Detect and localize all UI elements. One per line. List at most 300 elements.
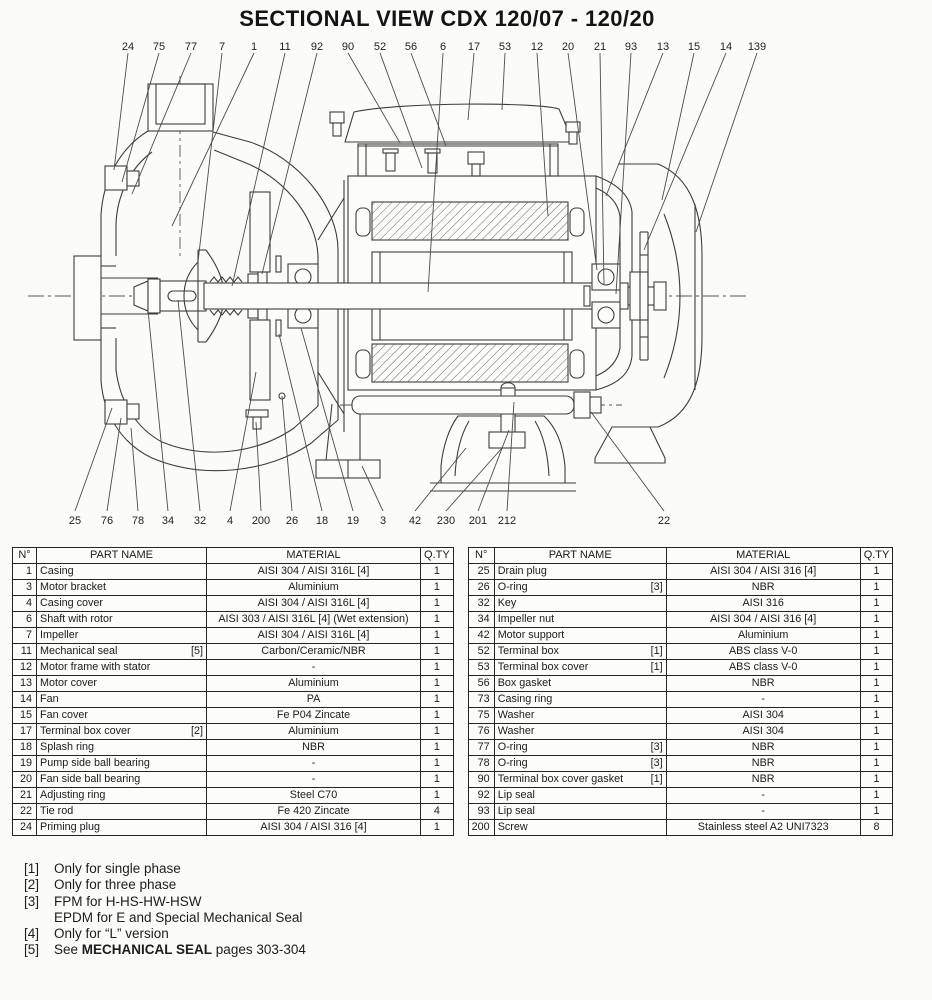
part-number: 11 <box>13 644 37 660</box>
part-number: 32 <box>468 596 494 612</box>
part-name-text: Fan <box>40 692 59 705</box>
part-footnote-ref: [3] <box>650 740 663 753</box>
footnote-row <box>24 910 306 926</box>
part-number: 78 <box>468 756 494 772</box>
leader-line <box>606 53 663 196</box>
footnote-row <box>24 926 306 942</box>
part-row <box>13 740 454 756</box>
part-name-text: O-ring <box>497 756 528 769</box>
part-material: - <box>666 692 860 708</box>
callout-number: 76 <box>100 515 114 527</box>
part-name <box>494 628 666 644</box>
part-qty: 1 <box>421 756 454 772</box>
part-number: 26 <box>468 580 494 596</box>
part-number: 20 <box>13 772 37 788</box>
part-number: 24 <box>13 820 37 836</box>
part-material: - <box>207 756 421 772</box>
part-qty: 1 <box>421 660 454 676</box>
tie-rod <box>352 392 601 418</box>
casing-screw <box>246 410 268 417</box>
callout-number: 24 <box>121 41 135 53</box>
part-name <box>494 676 666 692</box>
footnote-text: EPDM for E and Special Mechanical Seal <box>54 909 303 925</box>
part-number: 52 <box>468 644 494 660</box>
part-material: AISI 304 / AISI 316 [4] <box>207 820 421 836</box>
part-row <box>468 724 893 740</box>
callout-number: 22 <box>657 515 671 527</box>
part-row <box>13 564 454 580</box>
part-name-text: Lip seal <box>497 788 535 801</box>
part-name <box>494 772 666 788</box>
callout-number: 92 <box>310 41 324 53</box>
part-qty: 1 <box>421 788 454 804</box>
part-name <box>494 788 666 804</box>
part-row <box>13 612 454 628</box>
part-qty: 1 <box>860 644 893 660</box>
part-number: 15 <box>13 708 37 724</box>
part-row <box>13 596 454 612</box>
part-number: 53 <box>468 660 494 676</box>
callout-number: 139 <box>747 41 767 53</box>
part-name <box>37 596 207 612</box>
footnote-row <box>24 942 306 958</box>
part-qty: 1 <box>860 580 893 596</box>
part-name <box>37 644 207 660</box>
leader-line <box>301 328 353 511</box>
part-row <box>13 692 454 708</box>
part-qty: 1 <box>421 772 454 788</box>
part-qty: 1 <box>860 708 893 724</box>
part-row <box>468 772 893 788</box>
part-number: 73 <box>468 692 494 708</box>
part-name <box>37 660 207 676</box>
part-row <box>13 708 454 724</box>
part-qty: 1 <box>421 740 454 756</box>
leader-line <box>644 53 726 250</box>
callout-number: 90 <box>341 41 355 53</box>
leader-line <box>114 53 128 170</box>
leader-line <box>131 428 138 511</box>
footnote-ref: [5] <box>24 942 40 958</box>
part-material: AISI 304 / AISI 316L [4] <box>207 596 421 612</box>
part-name-text: Key <box>497 596 517 609</box>
callout-number: 212 <box>497 515 517 527</box>
part-name-text: Motor frame with stator <box>40 660 151 673</box>
callout-number: 3 <box>379 515 387 527</box>
part-name-text: Casing ring <box>497 692 553 705</box>
col-header-number: N° <box>468 548 494 564</box>
callout-number: 77 <box>184 41 198 53</box>
part-name-text: Drain plug <box>497 564 547 577</box>
part-name-text: Motor bracket <box>40 580 107 593</box>
part-material: - <box>666 788 860 804</box>
part-qty: 1 <box>860 564 893 580</box>
footnote-text: Only for single phase <box>54 861 181 876</box>
callout-number: 18 <box>315 515 329 527</box>
part-name <box>37 676 207 692</box>
part-name <box>37 804 207 820</box>
part-row <box>13 772 454 788</box>
leader-line <box>232 53 285 286</box>
leader-line <box>502 53 505 110</box>
part-name <box>494 612 666 628</box>
part-name <box>37 756 207 772</box>
part-qty: 1 <box>421 644 454 660</box>
part-number: 13 <box>13 676 37 692</box>
part-qty: 1 <box>860 660 893 676</box>
fan <box>630 232 648 360</box>
part-row <box>468 788 893 804</box>
part-name <box>37 580 207 596</box>
part-name-text: Screw <box>497 820 528 833</box>
part-footnote-ref: [5] <box>190 644 203 657</box>
part-name-text: Priming plug <box>40 820 101 833</box>
part-name <box>37 820 207 836</box>
part-material: AISI 304 <box>666 708 860 724</box>
part-material: - <box>207 772 421 788</box>
part-number: 7 <box>13 628 37 644</box>
part-material: Steel C70 <box>207 788 421 804</box>
part-number: 42 <box>468 628 494 644</box>
delivery-port <box>148 84 213 131</box>
part-row <box>13 724 454 740</box>
callout-number: 26 <box>285 515 299 527</box>
part-qty: 1 <box>421 708 454 724</box>
part-name <box>494 564 666 580</box>
part-name <box>494 724 666 740</box>
pump-drawing <box>28 76 748 491</box>
part-name-text: Impeller <box>40 628 79 641</box>
part-name <box>37 708 207 724</box>
part-qty: 1 <box>860 804 893 820</box>
part-qty: 1 <box>860 676 893 692</box>
part-number: 76 <box>468 724 494 740</box>
callout-number: 78 <box>131 515 145 527</box>
part-material: NBR <box>207 740 421 756</box>
part-material: Aluminium <box>207 676 421 692</box>
callout-number: 201 <box>468 515 488 527</box>
part-number: 14 <box>13 692 37 708</box>
part-name-text: Fan side ball bearing <box>40 772 141 785</box>
part-qty: 1 <box>421 724 454 740</box>
callout-number: 17 <box>467 41 481 53</box>
col-header-number: N° <box>13 548 37 564</box>
part-row <box>13 756 454 772</box>
part-number: 12 <box>13 660 37 676</box>
col-header-qty: Q.TY <box>860 548 893 564</box>
part-material: Aluminium <box>207 580 421 596</box>
part-name-text: Splash ring <box>40 740 95 753</box>
part-qty: 1 <box>860 596 893 612</box>
part-name-text: Fan cover <box>40 708 89 721</box>
part-qty: 1 <box>860 628 893 644</box>
part-number: 77 <box>468 740 494 756</box>
part-number: 200 <box>468 820 494 836</box>
part-material: NBR <box>666 772 860 788</box>
part-material: AISI 304 <box>666 724 860 740</box>
part-row <box>468 756 893 772</box>
callout-number: 13 <box>656 41 670 53</box>
part-name <box>494 820 666 836</box>
part-name <box>494 740 666 756</box>
part-material: Aluminium <box>666 628 860 644</box>
part-material: NBR <box>666 756 860 772</box>
callout-number: 32 <box>193 515 207 527</box>
callout-number: 200 <box>251 515 271 527</box>
leader-line <box>696 53 757 232</box>
part-qty: 1 <box>860 756 893 772</box>
part-number: 56 <box>468 676 494 692</box>
part-qty: 1 <box>860 612 893 628</box>
part-name <box>494 580 666 596</box>
callout-number: 6 <box>439 41 447 53</box>
part-qty: 1 <box>421 628 454 644</box>
leader-line <box>75 408 112 511</box>
part-footnote-ref: [3] <box>650 756 663 769</box>
part-row <box>468 612 893 628</box>
part-row <box>468 804 893 820</box>
callout-number: 20 <box>561 41 575 53</box>
callout-number: 1 <box>250 41 258 53</box>
callout-number: 93 <box>624 41 638 53</box>
callout-number: 7 <box>218 41 226 53</box>
part-name-text: Tie rod <box>40 804 74 817</box>
part-qty: 1 <box>860 788 893 804</box>
part-material: NBR <box>666 740 860 756</box>
part-name <box>494 596 666 612</box>
part-row <box>468 676 893 692</box>
part-material: PA <box>207 692 421 708</box>
callout-number: 230 <box>436 515 456 527</box>
terminal-box <box>358 144 558 176</box>
part-name <box>494 644 666 660</box>
part-material: Fe P04 Zincate <box>207 708 421 724</box>
part-number: 92 <box>468 788 494 804</box>
callout-number: 25 <box>68 515 82 527</box>
part-name <box>37 692 207 708</box>
leader-line <box>178 300 200 511</box>
part-row <box>468 692 893 708</box>
part-number: 93 <box>468 804 494 820</box>
part-name <box>37 772 207 788</box>
table-header-row <box>468 548 893 564</box>
callout-number: 12 <box>530 41 544 53</box>
callout-number: 11 <box>279 41 291 53</box>
col-header-material: MATERIAL <box>207 548 421 564</box>
part-number: 6 <box>13 612 37 628</box>
col-header-qty: Q.TY <box>421 548 454 564</box>
part-name-text: Casing cover <box>40 596 104 609</box>
part-name <box>37 628 207 644</box>
footnote-text: Only for three phase <box>54 877 177 893</box>
part-name-text: O-ring <box>497 740 528 753</box>
parts-tables <box>12 547 893 836</box>
part-qty: 1 <box>860 724 893 740</box>
leader-line <box>262 53 317 274</box>
part-name-text: Terminal box cover gasket <box>497 772 624 785</box>
col-header-material: MATERIAL <box>666 548 860 564</box>
part-footnote-ref: [2] <box>190 724 203 737</box>
part-qty: 4 <box>421 804 454 820</box>
footnote-text: Only for “L” version <box>54 926 169 942</box>
part-number: 25 <box>468 564 494 580</box>
callout-number: 34 <box>161 515 175 527</box>
splash-ring <box>276 256 281 272</box>
part-name <box>37 724 207 740</box>
col-header-part-name: PART NAME <box>37 548 207 564</box>
footnote-ref: [4] <box>24 926 40 942</box>
part-number: 18 <box>13 740 37 756</box>
part-number: 1 <box>13 564 37 580</box>
part-name-text: Pump side ball bearing <box>40 756 150 769</box>
part-name-text: Terminal box <box>497 644 559 657</box>
callout-number: 52 <box>373 41 387 53</box>
leader-line <box>107 418 121 511</box>
part-row <box>13 820 454 836</box>
part-number: 90 <box>468 772 494 788</box>
part-name-text: Impeller nut <box>497 612 555 625</box>
part-material: Carbon/Ceramic/NBR <box>207 644 421 660</box>
table-header-row <box>13 548 454 564</box>
leader-line <box>600 53 604 284</box>
part-number: 22 <box>13 804 37 820</box>
part-name <box>37 564 207 580</box>
part-row <box>468 596 893 612</box>
part-name-text: Motor support <box>497 628 565 641</box>
part-name <box>494 756 666 772</box>
part-qty: 1 <box>421 596 454 612</box>
part-qty: 1 <box>860 772 893 788</box>
leader-line <box>148 310 168 511</box>
part-material: AISI 303 / AISI 316L [4] (Wet extension) <box>207 612 421 628</box>
part-qty: 1 <box>421 564 454 580</box>
part-material: AISI 304 / AISI 316 [4] <box>666 612 860 628</box>
part-number: 3 <box>13 580 37 596</box>
part-name <box>494 692 666 708</box>
part-row <box>13 660 454 676</box>
part-material: NBR <box>666 580 860 596</box>
callout-number: 4 <box>226 515 234 527</box>
part-qty: 1 <box>860 740 893 756</box>
part-material: - <box>207 660 421 676</box>
footnote-row <box>24 877 306 893</box>
leader-line <box>282 396 292 511</box>
part-row <box>468 580 893 596</box>
part-name-text: Mechanical seal <box>40 644 118 657</box>
part-qty: 1 <box>421 692 454 708</box>
part-qty: 1 <box>421 580 454 596</box>
part-name-text: Lip seal <box>497 804 535 817</box>
footnotes <box>24 861 306 959</box>
part-row <box>13 804 454 820</box>
callout-number: 19 <box>346 515 360 527</box>
part-name <box>494 660 666 676</box>
footnote-ref: [1] <box>24 861 40 876</box>
part-row <box>13 788 454 804</box>
part-name <box>37 612 207 628</box>
footnote-ref: [2] <box>24 877 40 893</box>
part-row <box>13 628 454 644</box>
part-name-text: Casing <box>40 564 74 577</box>
callout-number: 42 <box>408 515 422 527</box>
part-qty: 1 <box>860 692 893 708</box>
callout-number: 56 <box>404 41 418 53</box>
part-row <box>468 564 893 580</box>
part-number: 75 <box>468 708 494 724</box>
part-footnote-ref: [1] <box>650 772 663 785</box>
part-name <box>494 708 666 724</box>
part-number: 19 <box>13 756 37 772</box>
part-row <box>468 660 893 676</box>
part-qty: 8 <box>860 820 893 836</box>
part-name <box>37 788 207 804</box>
part-row <box>468 820 893 836</box>
part-material: AISI 316 <box>666 596 860 612</box>
callout-number: 21 <box>593 41 607 53</box>
part-material: Aluminium <box>207 724 421 740</box>
leader-line <box>279 334 322 511</box>
part-row <box>13 644 454 660</box>
col-header-part-name: PART NAME <box>494 548 666 564</box>
part-material: AISI 304 / AISI 316 [4] <box>666 564 860 580</box>
footnote-ref: [3] <box>24 893 40 909</box>
part-qty: 1 <box>421 820 454 836</box>
part-material: AISI 304 / AISI 316L [4] <box>207 628 421 644</box>
page-title: SECTIONAL VIEW CDX 120/07 - 120/20 <box>239 6 655 31</box>
part-footnote-ref: [1] <box>650 644 663 657</box>
part-material: Stainless steel A2 UNI7323 <box>666 820 860 836</box>
part-row <box>468 644 893 660</box>
part-name-text: Box gasket <box>497 676 552 689</box>
part-material: AISI 304 / AISI 316L [4] <box>207 564 421 580</box>
footnote-row <box>24 894 306 910</box>
part-row <box>13 580 454 596</box>
callout-number: 15 <box>687 41 701 53</box>
part-name-text: Adjusting ring <box>40 788 106 801</box>
part-number: 17 <box>13 724 37 740</box>
part-material: ABS class V-0 <box>666 660 860 676</box>
part-row <box>468 628 893 644</box>
parts-table-right <box>468 547 894 836</box>
footnote-text: See MECHANICAL SEAL pages 303-304 <box>54 942 306 958</box>
footnote-text: FPM for H-HS-HW-HSW <box>54 893 202 909</box>
part-name <box>37 740 207 756</box>
leader-line <box>230 372 256 511</box>
part-name-text: Terminal box cover <box>497 660 589 673</box>
part-name-text: Washer <box>497 708 535 721</box>
footnote-row <box>24 861 306 877</box>
part-material: ABS class V-0 <box>666 644 860 660</box>
part-footnote-ref: [1] <box>650 660 663 673</box>
part-qty: 1 <box>421 612 454 628</box>
part-row <box>468 740 893 756</box>
part-name-text: Motor cover <box>40 676 97 689</box>
part-qty: 1 <box>421 676 454 692</box>
part-material: NBR <box>666 676 860 692</box>
callout-number: 53 <box>498 41 512 53</box>
part-name-text: Washer <box>497 724 535 737</box>
part-material: Fe 420 Zincate <box>207 804 421 820</box>
part-row <box>468 708 893 724</box>
part-footnote-ref: [3] <box>650 580 663 593</box>
part-number: 21 <box>13 788 37 804</box>
leader-line <box>616 53 631 294</box>
parts-table-left <box>12 547 454 836</box>
part-name-text: O-ring <box>497 580 528 593</box>
part-material: - <box>666 804 860 820</box>
part-number: 4 <box>13 596 37 612</box>
callout-number: 14 <box>719 41 733 53</box>
